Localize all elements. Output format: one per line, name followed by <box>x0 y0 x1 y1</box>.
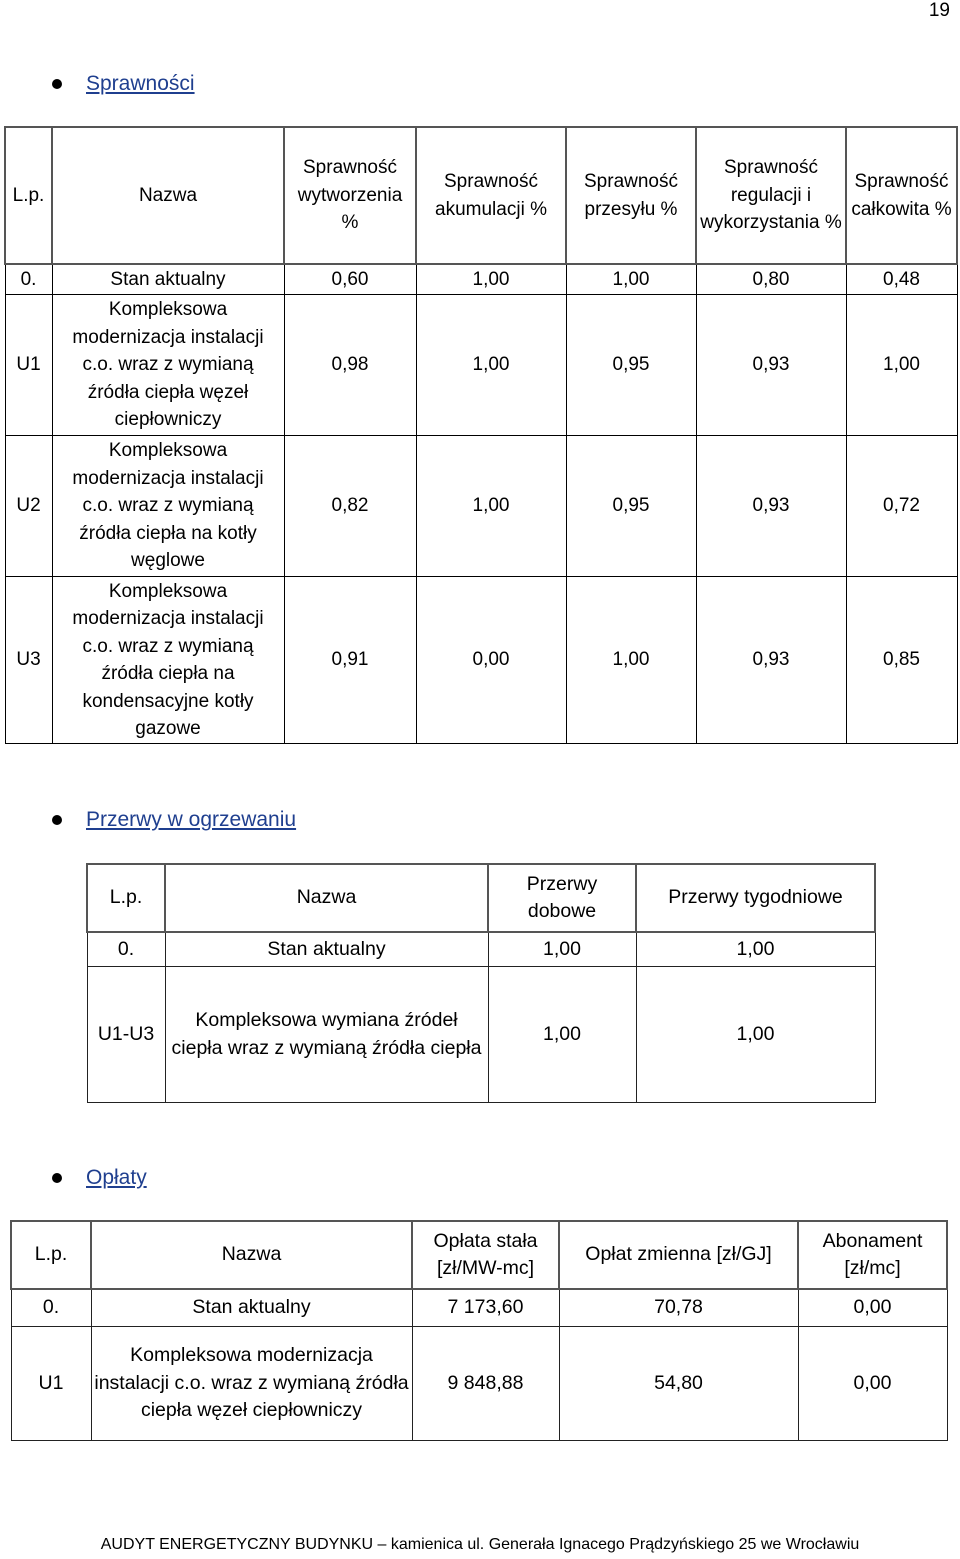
value-cell: 0,72 <box>846 436 957 577</box>
value-cell: 0,00 <box>798 1289 947 1327</box>
bullet-icon <box>52 79 62 89</box>
header-cell: Przerwy dobowe <box>488 864 636 932</box>
lp-cell: 0. <box>11 1289 91 1327</box>
value-cell: 0,98 <box>284 295 416 436</box>
table-row <box>11 1327 947 1441</box>
header-cell: L.p. <box>11 1221 91 1289</box>
table-header-row <box>5 127 957 264</box>
value-cell: 0,93 <box>696 295 846 436</box>
header-cell: Abonament [zł/mc] <box>798 1221 947 1289</box>
page-number: 19 <box>928 0 950 21</box>
header-cell: Sprawność całkowita % <box>846 127 957 264</box>
table-row <box>5 577 957 744</box>
name-cell: Kompleksowa modernizacja instalacji c.o. wraz z wymianą źródła ciepła węzeł ciepłowniczy <box>52 295 284 436</box>
fees-table <box>10 1220 948 1441</box>
value-cell: 1,00 <box>488 932 636 967</box>
name-cell: Stan aktualny <box>52 264 284 295</box>
header-cell: L.p. <box>87 864 165 932</box>
section-heading-breaks <box>52 808 296 832</box>
value-cell: 70,78 <box>559 1289 798 1327</box>
lp-cell: U1 <box>11 1327 91 1441</box>
value-cell: 0,80 <box>696 264 846 295</box>
name-cell: Kompleksowa wymiana źródeł ciepła wraz z wymianą źródła ciepła <box>165 967 488 1103</box>
value-cell: 1,00 <box>416 295 566 436</box>
bullet-icon <box>52 815 62 825</box>
lp-cell: 0. <box>87 932 165 967</box>
bullet-icon <box>52 1173 62 1183</box>
value-cell: 1,00 <box>488 967 636 1103</box>
value-cell: 0,85 <box>846 577 957 744</box>
header-cell: Sprawność przesyłu % <box>566 127 696 264</box>
value-cell: 0,91 <box>284 577 416 744</box>
value-cell: 7 173,60 <box>412 1289 559 1327</box>
header-cell: Opłat zmienna [zł/GJ] <box>559 1221 798 1289</box>
header-cell: Sprawność wytworzenia % <box>284 127 416 264</box>
section-title: Sprawności <box>86 72 195 95</box>
table-row <box>5 436 957 577</box>
lp-cell: U2 <box>5 436 52 577</box>
section-heading-fees <box>52 1166 147 1190</box>
lp-cell: U1 <box>5 295 52 436</box>
section-title: Przerwy w ogrzewaniu <box>86 808 297 831</box>
value-cell: 0,95 <box>566 295 696 436</box>
value-cell: 0,60 <box>284 264 416 295</box>
value-cell: 1,00 <box>416 436 566 577</box>
value-cell: 0,93 <box>696 577 846 744</box>
value-cell: 1,00 <box>846 295 957 436</box>
table-header-row <box>87 864 875 932</box>
value-cell: 0,00 <box>416 577 566 744</box>
name-cell: Stan aktualny <box>165 932 488 967</box>
page-footer: AUDYT ENERGETYCZNY BUDYNKU – kamienica ul. Generała Ignacego Prądzyńskiego 25 we Wrocławiu <box>100 1536 860 1553</box>
table-row <box>5 295 957 436</box>
header-cell: Przerwy tygodniowe <box>636 864 875 932</box>
header-cell: Sprawność akumulacji % <box>416 127 566 264</box>
value-cell: 0,48 <box>846 264 957 295</box>
name-cell: Stan aktualny <box>91 1289 412 1327</box>
value-cell: 9 848,88 <box>412 1327 559 1441</box>
efficiency-table <box>4 126 958 744</box>
header-cell: Nazwa <box>52 127 284 264</box>
table-row <box>87 932 875 967</box>
value-cell: 1,00 <box>636 967 875 1103</box>
name-cell: Kompleksowa modernizacja instalacji c.o. wraz z wymianą źródła ciepła na kondensacyjne kotły gazowe <box>52 577 284 744</box>
section-heading-efficiency <box>52 72 195 96</box>
value-cell: 54,80 <box>559 1327 798 1441</box>
value-cell: 0,93 <box>696 436 846 577</box>
section-title: Opłaty <box>86 1166 147 1189</box>
value-cell: 0,00 <box>798 1327 947 1441</box>
name-cell: Kompleksowa modernizacja instalacji c.o. wraz z wymianą źródła ciepła na kotły węglowe <box>52 436 284 577</box>
table-row <box>11 1289 947 1327</box>
value-cell: 1,00 <box>636 932 875 967</box>
lp-cell: 0. <box>5 264 52 295</box>
lp-cell: U3 <box>5 577 52 744</box>
value-cell: 0,82 <box>284 436 416 577</box>
value-cell: 0,95 <box>566 436 696 577</box>
header-cell: Sprawność regulacji i wykorzystania % <box>696 127 846 264</box>
value-cell: 1,00 <box>416 264 566 295</box>
header-cell: L.p. <box>5 127 52 264</box>
value-cell: 1,00 <box>566 264 696 295</box>
table-row <box>87 967 875 1103</box>
value-cell: 1,00 <box>566 577 696 744</box>
table-header-row <box>11 1221 947 1289</box>
breaks-table <box>86 863 876 1103</box>
header-cell: Nazwa <box>165 864 488 932</box>
header-cell: Opłata stała [zł/MW-mc] <box>412 1221 559 1289</box>
lp-cell: U1-U3 <box>87 967 165 1103</box>
table-row <box>5 264 957 295</box>
header-cell: Nazwa <box>91 1221 412 1289</box>
name-cell: Kompleksowa modernizacja instalacji c.o. wraz z wymianą źródła ciepła węzeł ciepłowniczy <box>91 1327 412 1441</box>
